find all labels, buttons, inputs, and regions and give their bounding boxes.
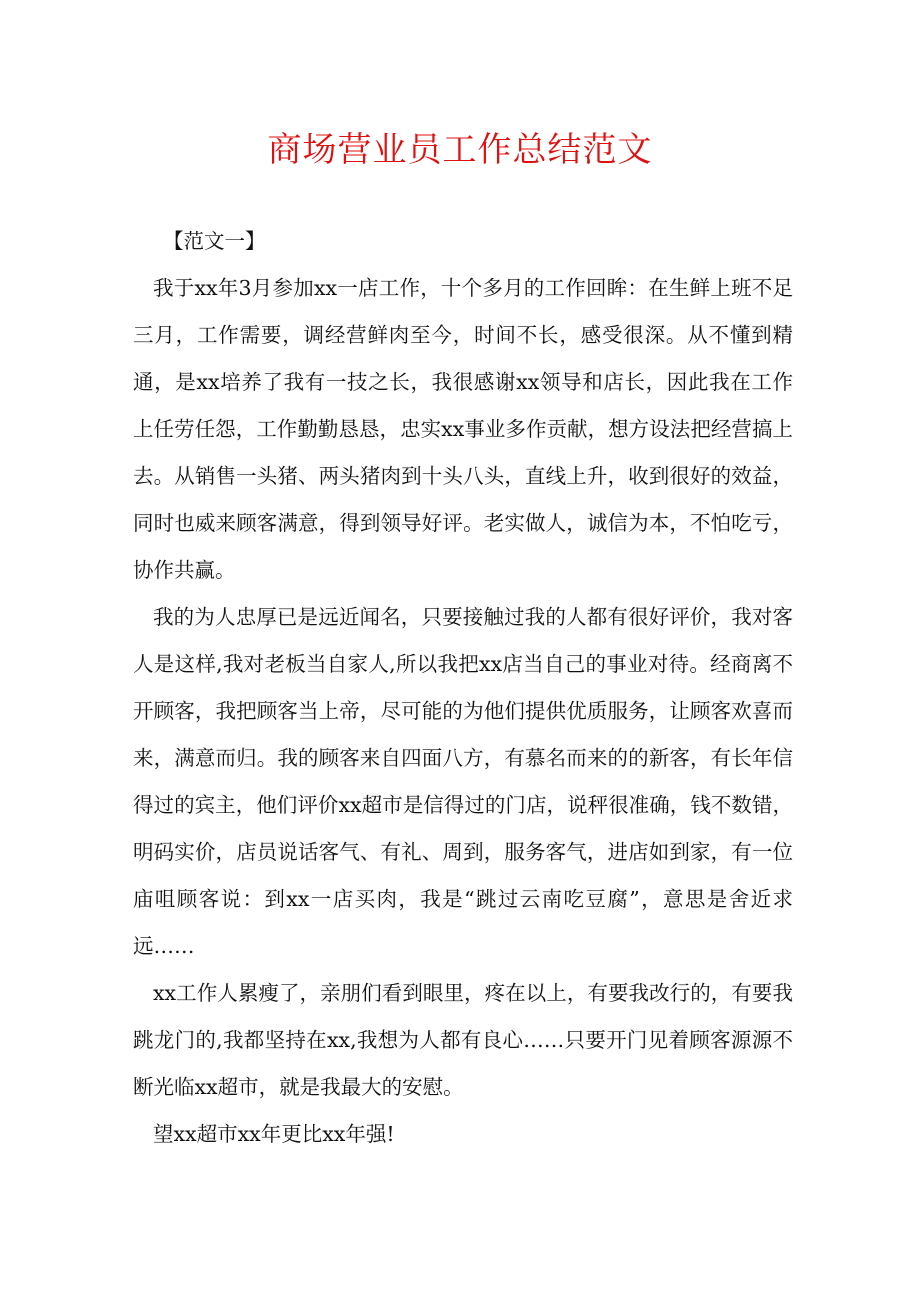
paragraph-4: 望xx超市xx年更比xx年强! xyxy=(153,1122,395,1146)
section-label: 【范文一】 xyxy=(163,229,266,253)
paragraph-1: 我于xx年3月参加xx一店工作，十个多月的工作回眸：在生鲜上班不足三月，工作需要，调经营鲜肉至今，时间不长，感受很深。从不懂到精通，是xx培养了我有一技之长，我很感谢xx领导和店长，因此我在工作上任劳任怨，工作勤勤恳恳，忠实xx事业多作贡献，想方设法把经营搞上去。从销售一头猪、两头猪肉到十头八头，直线上升，收到很好的效益，同时也威来顾客满意，得到领导好评。老实做人，诚信为本，不怕吃亏，协作共赢。 xyxy=(133,276,793,582)
document-body xyxy=(133,218,793,1158)
paragraph-2: 我的为人忠厚已是远近闻名，只要接触过我的人都有很好评价，我对客人是这样,我对老板当自家人,所以我把xx店当自己的事业对待。经商离不开顾客，我把顾客当上帝，尽可能的为他们提供优质服务，让顾客欢喜而来，满意而归。我的顾客来自四面八方，有慕名而来的的新客，有长年信得过的宾主，他们评价xx超市是信得过的门店，说秤很准确，钱不数错，明码实价，店员说话客气、有礼、周到，服务客气，进店如到家，有一位庙咀顾客说：到xx一店买肉，我是“跳过云南吃豆腐”，意思是舍近求远…… xyxy=(133,605,793,958)
document-title: 商场营业员工作总结范文 xyxy=(267,130,653,170)
paragraph-3: xx工作人累瘦了，亲朋们看到眼里，疼在以上，有要我改行的，有要我跳龙门的,我都坚持在xx,我想为人都有良心……只要开门见着顾客源源不断光临xx超市，就是我最大的安慰。 xyxy=(133,981,793,1099)
